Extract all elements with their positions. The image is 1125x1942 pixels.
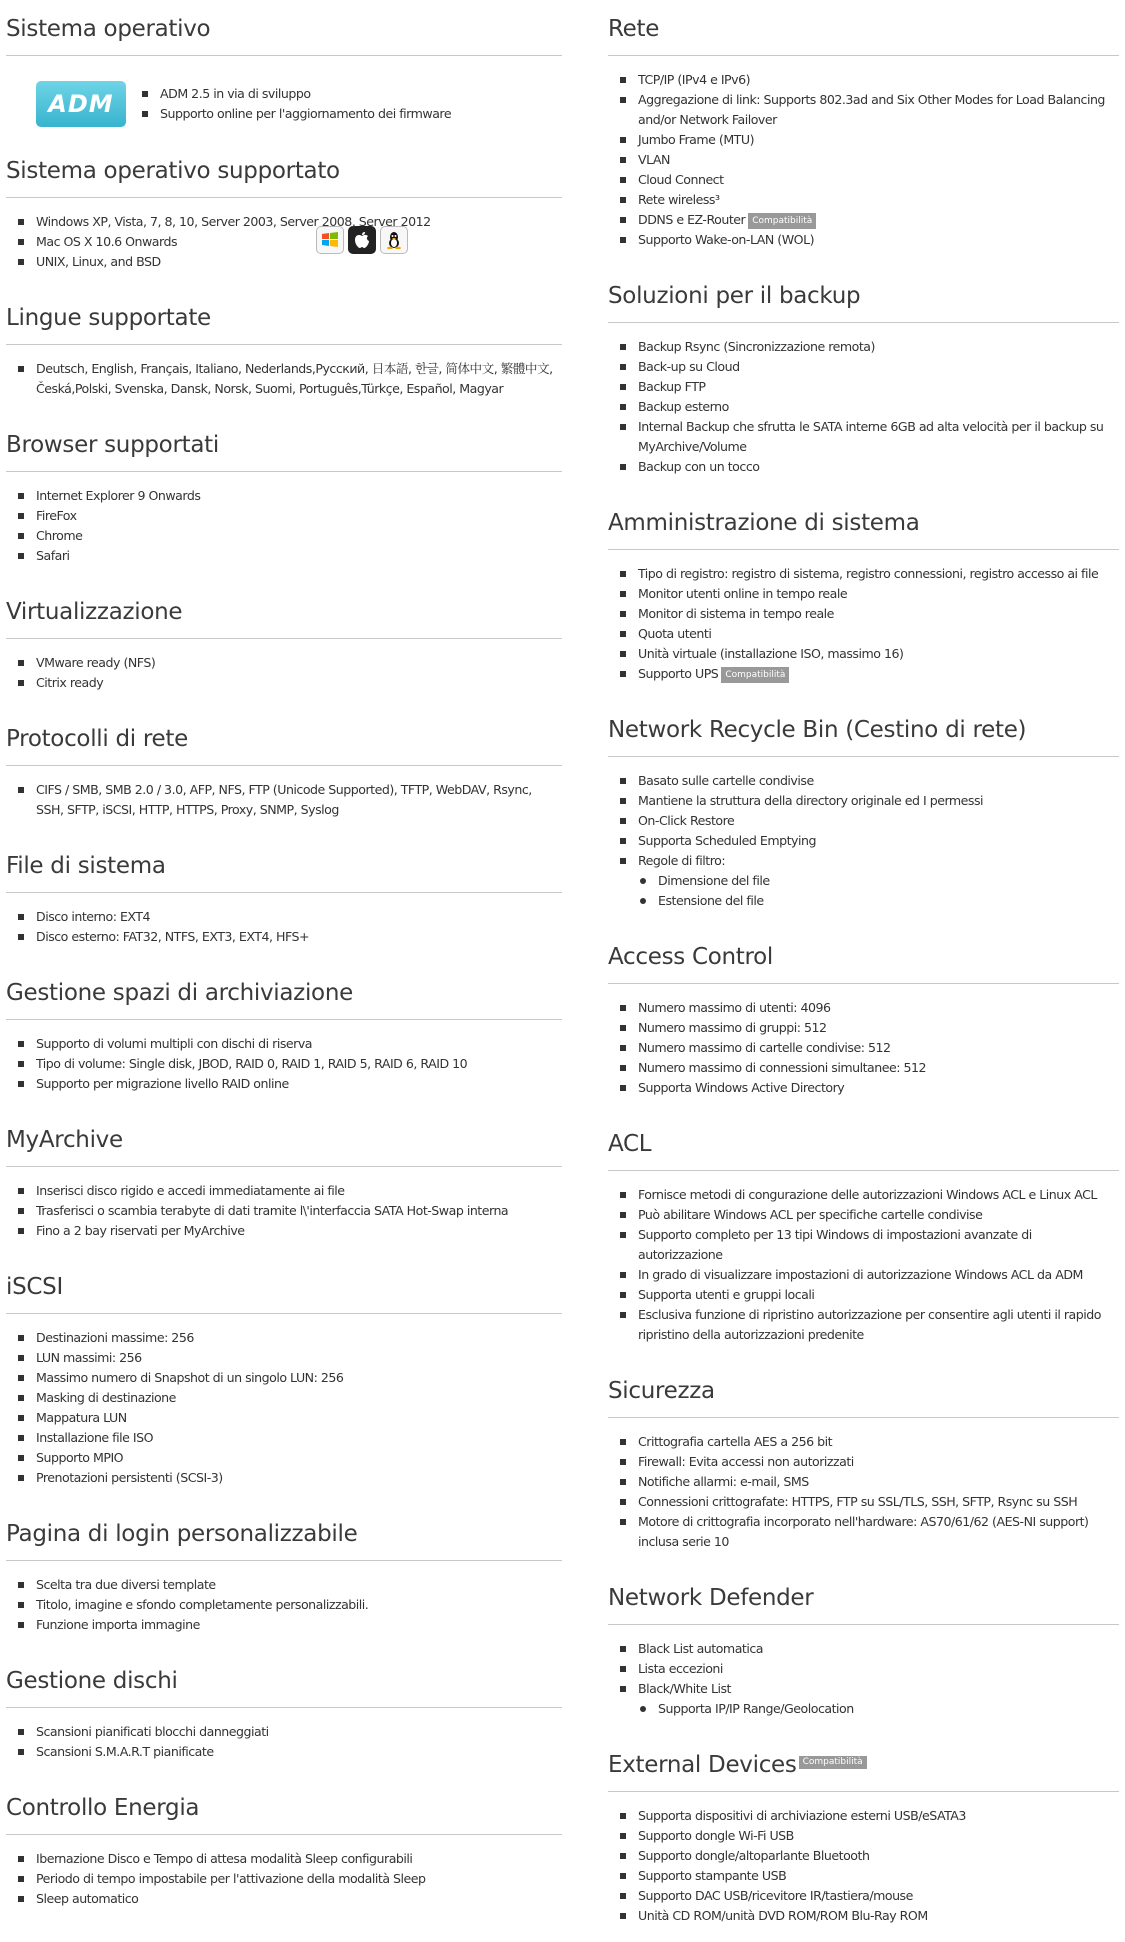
feature-list xyxy=(6,1314,562,1504)
list-item-text: Supporta utenti e gruppi locali xyxy=(638,1287,815,1302)
list-item-text: Back-up su Cloud xyxy=(638,359,740,374)
section-title-text: Sistema operativo supportato xyxy=(6,158,340,184)
list-item xyxy=(30,1408,562,1428)
list-item xyxy=(632,1639,1119,1659)
list-item-text: Numero massimo di utenti: 4096 xyxy=(638,1000,831,1015)
feature-list xyxy=(608,757,1119,927)
list-item-text: Aggregazione di link: Supports 802.3ad and Six Other Modes for Load Balancing and/or Network Failover xyxy=(638,92,1105,127)
section-admin xyxy=(608,493,1119,700)
list-item-text: Chrome xyxy=(36,528,83,543)
list-item xyxy=(30,1074,562,1094)
list-item xyxy=(30,1742,562,1762)
list-item-text: Estensione del file xyxy=(658,893,764,908)
list-item-text: Lista eccezioni xyxy=(638,1661,723,1676)
list-item xyxy=(30,1034,562,1054)
feature-list xyxy=(608,1171,1119,1361)
section-title xyxy=(608,1361,1119,1418)
list-item-text: Numero massimo di gruppi: 512 xyxy=(638,1020,827,1035)
list-item xyxy=(30,1468,562,1488)
section-title-text: Network Defender xyxy=(608,1585,814,1611)
section-title xyxy=(6,1651,562,1708)
feature-list xyxy=(608,550,1119,700)
section-access xyxy=(608,927,1119,1114)
list-item-text: Crittografia cartella AES a 256 bit xyxy=(638,1434,833,1449)
list-item-text: Numero massimo di connessioni simultanee: 512 xyxy=(638,1060,926,1075)
section-title-text: Browser supportati xyxy=(6,432,219,458)
list-item-text: Cloud Connect xyxy=(638,172,724,187)
list-item-text: Mantiene la struttura della directory originale ed I permessi xyxy=(638,793,984,808)
section-filesystem xyxy=(6,836,562,963)
section-title xyxy=(608,1568,1119,1625)
section-title xyxy=(6,1504,562,1561)
list-item xyxy=(30,486,562,506)
list-item xyxy=(632,417,1119,457)
list-item-text: Funzione importa immagine xyxy=(36,1617,200,1632)
section-title-text: Sicurezza xyxy=(608,1378,715,1404)
section-storage xyxy=(6,963,562,1110)
section-title-text: MyArchive xyxy=(6,1127,123,1153)
section-os xyxy=(6,0,562,141)
list-item-text: Basato sulle cartelle condivise xyxy=(638,773,814,788)
section-title-text: Lingue supportate xyxy=(6,305,211,331)
list-item xyxy=(30,1595,562,1615)
list-item-text: VMware ready (NFS) xyxy=(36,655,156,670)
list-item-text: Tipo di volume: Single disk, JBOD, RAID 0, RAID 1, RAID 5, RAID 6, RAID 10 xyxy=(36,1056,468,1071)
compat-badge: Compatibilità xyxy=(799,1756,867,1769)
list-item-text: Titolo, imagine e sfondo completamente personalizzabili. xyxy=(36,1597,369,1612)
list-item-text: Supporta Windows Active Directory xyxy=(638,1080,845,1095)
section-title-text: Gestione spazi di archiviazione xyxy=(6,980,353,1006)
list-item-text: Masking di destinazione xyxy=(36,1390,176,1405)
list-item-text: Inserisci disco rigido e accedi immediatamente ai file xyxy=(36,1183,345,1198)
list-item xyxy=(632,337,1119,357)
os-row xyxy=(6,198,562,288)
list-item xyxy=(632,90,1119,130)
list-item-text: Fornisce metodi di congurazione delle autorizzazioni Windows ACL e Linux ACL xyxy=(638,1187,1097,1202)
list-item xyxy=(632,1846,1119,1866)
section-title-text: External Devices xyxy=(608,1752,797,1778)
list-item xyxy=(632,604,1119,624)
list-item xyxy=(632,1679,1119,1699)
list-item-text: Può abilitare Windows ACL per specifiche cartelle condivise xyxy=(638,1207,983,1222)
list-item xyxy=(632,1038,1119,1058)
section-title xyxy=(608,1735,1119,1792)
list-item-text: Tipo di registro: registro di sistema, registro connessioni, registro accesso ai file xyxy=(638,566,1099,581)
list-item-text: Trasferisci o scambia terabyte di dati tramite l\'interfaccia SATA Hot-Swap interna xyxy=(36,1203,509,1218)
feature-list xyxy=(6,1167,562,1257)
section-title-text: Amministrazione di sistema xyxy=(608,510,920,536)
list-item xyxy=(30,1221,562,1241)
feature-list xyxy=(6,766,562,836)
list-item xyxy=(632,811,1119,831)
feature-list xyxy=(608,323,1119,493)
list-item xyxy=(30,1328,562,1348)
list-item-text: Deutsch, English, Français, Italiano, Nederlands,Русский, 日本語, 한글, 简体中文, 繁體中文, Česká,Polski, Svenska, Dansk, Norsk, Suomi, Português,Türkçe, Español, Magyar xyxy=(36,361,553,396)
list-item-text: Destinazioni massime: 256 xyxy=(36,1330,194,1345)
list-item-text: On-Click Restore xyxy=(638,813,735,828)
list-item xyxy=(154,104,451,124)
list-item xyxy=(154,84,451,104)
list-item-text: Motore di crittografia incorporato nell'hardware: AS70/61/62 (AES-NI support) inclusa serie 10 xyxy=(638,1514,1089,1549)
feature-list xyxy=(136,84,451,124)
list-item xyxy=(30,252,562,272)
list-item xyxy=(30,1849,562,1869)
list-item xyxy=(30,1054,562,1074)
sub-list-item xyxy=(652,871,1119,891)
section-iscsi xyxy=(6,1257,562,1504)
section-protocols xyxy=(6,709,562,836)
list-item-text: Sleep automatico xyxy=(36,1891,139,1906)
feature-list xyxy=(608,984,1119,1114)
list-item-text: CIFS / SMB, SMB 2.0 / 3.0, AFP, NFS, FTP (Unicode Supported), TFTP, WebDAV, Rsync, SSH, SFTP, iSCSI, HTTP, HTTPS, Proxy, SNMP, Syslog xyxy=(36,782,532,817)
list-item-text: Connessioni crittografate: HTTPS, FTP su SSL/TLS, SSH, SFTP, Rsync su SSH xyxy=(638,1494,1078,1509)
section-defender xyxy=(608,1568,1119,1735)
list-item-text: VLAN xyxy=(638,152,670,167)
compat-badge: Compatibilità xyxy=(721,667,789,683)
list-item-text: Safari xyxy=(36,548,70,563)
feature-list xyxy=(608,1625,1119,1735)
list-item xyxy=(30,359,562,399)
list-item-text: UNIX, Linux, and BSD xyxy=(36,254,161,269)
feature-list xyxy=(6,893,562,963)
section-energy xyxy=(6,1778,562,1925)
list-item xyxy=(632,1659,1119,1679)
list-item xyxy=(632,1512,1119,1552)
section-title xyxy=(6,141,562,198)
list-item xyxy=(632,1826,1119,1846)
list-item xyxy=(632,1866,1119,1886)
section-title xyxy=(608,700,1119,757)
list-item xyxy=(632,1472,1119,1492)
list-item xyxy=(30,1448,562,1468)
adm-logo: ADM xyxy=(36,81,126,127)
list-item xyxy=(632,230,1119,250)
section-title xyxy=(6,288,562,345)
list-item-text: Monitor utenti online in tempo reale xyxy=(638,586,848,601)
section-title xyxy=(608,927,1119,984)
list-item-text: Notifiche allarmi: e-mail, SMS xyxy=(638,1474,809,1489)
list-item xyxy=(30,506,562,526)
list-item xyxy=(632,644,1119,664)
list-item-text: Supporto completo per 13 tipi Windows di impostazioni avanzate di autorizzazione xyxy=(638,1227,1032,1262)
list-item-text: Supporto stampante USB xyxy=(638,1868,787,1883)
list-item xyxy=(632,624,1119,644)
list-item xyxy=(632,1265,1119,1285)
list-item xyxy=(30,1722,562,1742)
list-item-text: Supporto online per l'aggiornamento dei firmware xyxy=(160,106,452,121)
section-virtualization xyxy=(6,582,562,709)
list-item xyxy=(632,210,1119,230)
list-item-text: Regole di filtro: xyxy=(638,853,726,868)
section-backup xyxy=(608,266,1119,493)
list-item xyxy=(30,212,562,232)
list-item xyxy=(632,664,1119,684)
list-item-text: Jumbo Frame (MTU) xyxy=(638,132,755,147)
list-item xyxy=(30,1368,562,1388)
list-item xyxy=(632,70,1119,90)
list-item-text: Supporta IP/IP Range/Geolocation xyxy=(658,1701,854,1716)
list-item xyxy=(632,1225,1119,1265)
list-item xyxy=(632,357,1119,377)
section-title-text: Network Recycle Bin (Cestino di rete) xyxy=(608,717,1027,743)
section-recycle xyxy=(608,700,1119,927)
section-title-text: File di sistema xyxy=(6,853,166,879)
list-item xyxy=(632,1886,1119,1906)
list-item-text: FireFox xyxy=(36,508,77,523)
list-item-text: Supporto di volumi multipli con dischi di riserva xyxy=(36,1036,312,1051)
list-item-text: Supporto per migrazione livello RAID online xyxy=(36,1076,289,1091)
sub-list-item xyxy=(652,891,1119,911)
list-item-text: Scelta tra due diversi template xyxy=(36,1577,216,1592)
list-item-text: Periodo di tempo impostabile per l'attivazione della modalità Sleep xyxy=(36,1871,426,1886)
list-item-text: Rete wireless³ xyxy=(638,192,720,207)
list-item-text: ADM 2.5 in via di sviluppo xyxy=(160,86,311,101)
section-title-text: Pagina di login personalizzabile xyxy=(6,1521,358,1547)
list-item-text: LUN massimi: 256 xyxy=(36,1350,142,1365)
list-item-text: Supporto DAC USB/ricevitore IR/tastiera/mouse xyxy=(638,1888,913,1903)
list-item xyxy=(632,831,1119,851)
feature-list xyxy=(608,56,1119,266)
list-item xyxy=(632,1078,1119,1098)
list-item xyxy=(30,653,562,673)
list-item-text: Internal Backup che sfrutta le SATA interne 6GB ad alta velocità per il backup su MyArchive/Volume xyxy=(638,419,1104,454)
section-title xyxy=(608,1114,1119,1171)
list-item xyxy=(632,1432,1119,1452)
list-item xyxy=(30,546,562,566)
list-item xyxy=(632,1452,1119,1472)
section-title xyxy=(6,582,562,639)
list-item-text: Supporto MPIO xyxy=(36,1450,124,1465)
list-item-text: Supporta dispositivi di archiviazione esterni USB/eSATA3 xyxy=(638,1808,966,1823)
section-title xyxy=(6,1778,562,1835)
list-item-text: Scansioni pianificati blocchi danneggiati xyxy=(36,1724,269,1739)
list-item-text: Supporto dongle/altoparlante Bluetooth xyxy=(638,1848,870,1863)
list-item-text: Scansioni S.M.A.R.T pianificate xyxy=(36,1744,214,1759)
list-item-text: Quota utenti xyxy=(638,626,712,641)
section-title xyxy=(6,709,562,766)
list-item xyxy=(30,1428,562,1448)
list-item xyxy=(30,907,562,927)
section-title-text: Virtualizzazione xyxy=(6,599,183,625)
feature-list xyxy=(6,345,562,415)
list-item xyxy=(632,150,1119,170)
list-item xyxy=(632,1285,1119,1305)
feature-list xyxy=(6,1835,562,1925)
list-item xyxy=(632,457,1119,477)
section-supported-os xyxy=(6,141,562,288)
list-item xyxy=(30,526,562,546)
feature-list xyxy=(6,1708,562,1778)
section-title-text: Protocolli di rete xyxy=(6,726,188,752)
list-item xyxy=(632,190,1119,210)
list-item-text: Supporto Wake-on-LAN (WOL) xyxy=(638,232,815,247)
section-title-text: Soluzioni per il backup xyxy=(608,283,861,309)
section-title xyxy=(608,266,1119,323)
list-item-text: Unità virtuale (installazione ISO, massimo 16) xyxy=(638,646,904,661)
list-item xyxy=(632,1492,1119,1512)
feature-list xyxy=(6,198,562,288)
list-item xyxy=(632,377,1119,397)
list-item-text: Numero massimo di cartelle condivise: 512 xyxy=(638,1040,891,1055)
list-item-text: Esclusiva funzione di ripristino autorizzazione per consentire agli utenti il rapido ripristino della autorizzazioni predenite xyxy=(638,1307,1101,1342)
list-item-text: Dimensione del file xyxy=(658,873,770,888)
section-title-text: iSCSI xyxy=(6,1274,63,1300)
list-item-text: Backup esterno xyxy=(638,399,729,414)
list-item-text: Prenotazioni persistenti (SCSI-3) xyxy=(36,1470,223,1485)
list-item xyxy=(30,780,562,820)
list-item xyxy=(30,927,562,947)
section-title-text: Controllo Energia xyxy=(6,1795,200,1821)
feature-list xyxy=(6,1561,562,1651)
list-item xyxy=(632,564,1119,584)
section-disks xyxy=(6,1651,562,1778)
list-item xyxy=(632,998,1119,1018)
section-title xyxy=(6,836,562,893)
list-item xyxy=(30,1348,562,1368)
section-title-text: Sistema operativo xyxy=(6,16,211,42)
list-item-text: Massimo numero di Snapshot di un singolo LUN: 256 xyxy=(36,1370,344,1385)
section-title xyxy=(6,1257,562,1314)
list-item-text: TCP/IP (IPv4 e IPv6) xyxy=(638,72,751,87)
section-title-text: Access Control xyxy=(608,944,773,970)
sub-list-item xyxy=(652,1699,1119,1719)
section-login xyxy=(6,1504,562,1651)
list-item-text: Supporto UPS xyxy=(638,666,719,681)
list-item-text: Backup FTP xyxy=(638,379,706,394)
list-item-text: Backup con un tocco xyxy=(638,459,760,474)
list-item-text: In grado di visualizzare impostazioni di autorizzazione Windows ACL da ADM xyxy=(638,1267,1083,1282)
list-item-text: Disco esterno: FAT32, NTFS, EXT3, EXT4, HFS+ xyxy=(36,929,310,944)
feature-list xyxy=(6,639,562,709)
section-title xyxy=(6,415,562,472)
section-title-text: Gestione dischi xyxy=(6,1668,178,1694)
adm-row xyxy=(6,56,562,141)
section-security xyxy=(608,1361,1119,1568)
list-item xyxy=(632,1058,1119,1078)
list-item xyxy=(632,1205,1119,1225)
list-item-text: Mac OS X 10.6 Onwards xyxy=(36,234,178,249)
section-title xyxy=(608,493,1119,550)
list-item xyxy=(30,673,562,693)
section-title xyxy=(608,0,1119,56)
section-network xyxy=(608,0,1119,266)
section-languages xyxy=(6,288,562,415)
list-item xyxy=(632,1806,1119,1826)
list-item xyxy=(30,232,562,252)
list-item-text: Citrix ready xyxy=(36,675,104,690)
list-item xyxy=(30,1869,562,1889)
list-item xyxy=(30,1615,562,1635)
list-item-text: Installazione file ISO xyxy=(36,1430,153,1445)
section-title xyxy=(6,0,562,56)
section-title-text: Rete xyxy=(608,16,660,42)
list-item-text: Black/White List xyxy=(638,1681,731,1696)
list-item-text: Mappatura LUN xyxy=(36,1410,127,1425)
list-item-text: Black List automatica xyxy=(638,1641,763,1656)
section-acl xyxy=(608,1114,1119,1361)
list-item-text: Fino a 2 bay riservati per MyArchive xyxy=(36,1223,245,1238)
list-item-text: Disco interno: EXT4 xyxy=(36,909,151,924)
list-item-text: Supporta Scheduled Emptying xyxy=(638,833,816,848)
compat-badge: Compatibilità xyxy=(748,213,816,229)
list-item-text: Firewall: Evita accessi non autorizzati xyxy=(638,1454,854,1469)
section-browsers xyxy=(6,415,562,582)
list-item xyxy=(632,1305,1119,1345)
list-item xyxy=(632,584,1119,604)
list-item-text: Monitor di sistema in tempo reale xyxy=(638,606,834,621)
list-item xyxy=(30,1181,562,1201)
list-item xyxy=(30,1201,562,1221)
list-item xyxy=(632,771,1119,791)
list-item-text: Windows XP, Vista, 7, 8, 10, Server 2003, Server 2008, Server 2012 xyxy=(36,214,431,229)
list-item xyxy=(632,170,1119,190)
list-item xyxy=(632,397,1119,417)
list-item xyxy=(632,130,1119,150)
list-item xyxy=(632,1185,1119,1205)
section-title xyxy=(6,1110,562,1167)
section-myarchive xyxy=(6,1110,562,1257)
list-item-text: Ibernazione Disco e Tempo di attesa modalità Sleep configurabili xyxy=(36,1851,413,1866)
list-item xyxy=(632,1906,1119,1926)
list-item-text: Unità CD ROM/unità DVD ROM/ROM Blu-Ray ROM xyxy=(638,1908,928,1923)
section-title-text: ACL xyxy=(608,1131,652,1157)
feature-list xyxy=(6,472,562,582)
feature-list xyxy=(608,1418,1119,1568)
list-item-text: Supporto dongle Wi-Fi USB xyxy=(638,1828,794,1843)
feature-list xyxy=(608,1792,1119,1942)
list-item-text: Internet Explorer 9 Onwards xyxy=(36,488,201,503)
list-item xyxy=(632,851,1119,871)
list-item xyxy=(632,791,1119,811)
list-item-text: DDNS e EZ-Router xyxy=(638,212,746,227)
left-column xyxy=(6,0,562,1925)
right-column xyxy=(608,0,1119,1942)
list-item xyxy=(30,1889,562,1909)
list-item xyxy=(30,1575,562,1595)
list-item xyxy=(30,1388,562,1408)
section-external xyxy=(608,1735,1119,1942)
list-item xyxy=(632,1018,1119,1038)
list-item-text: Backup Rsync (Sincronizzazione remota) xyxy=(638,339,875,354)
section-title xyxy=(6,963,562,1020)
feature-list xyxy=(6,1020,562,1110)
